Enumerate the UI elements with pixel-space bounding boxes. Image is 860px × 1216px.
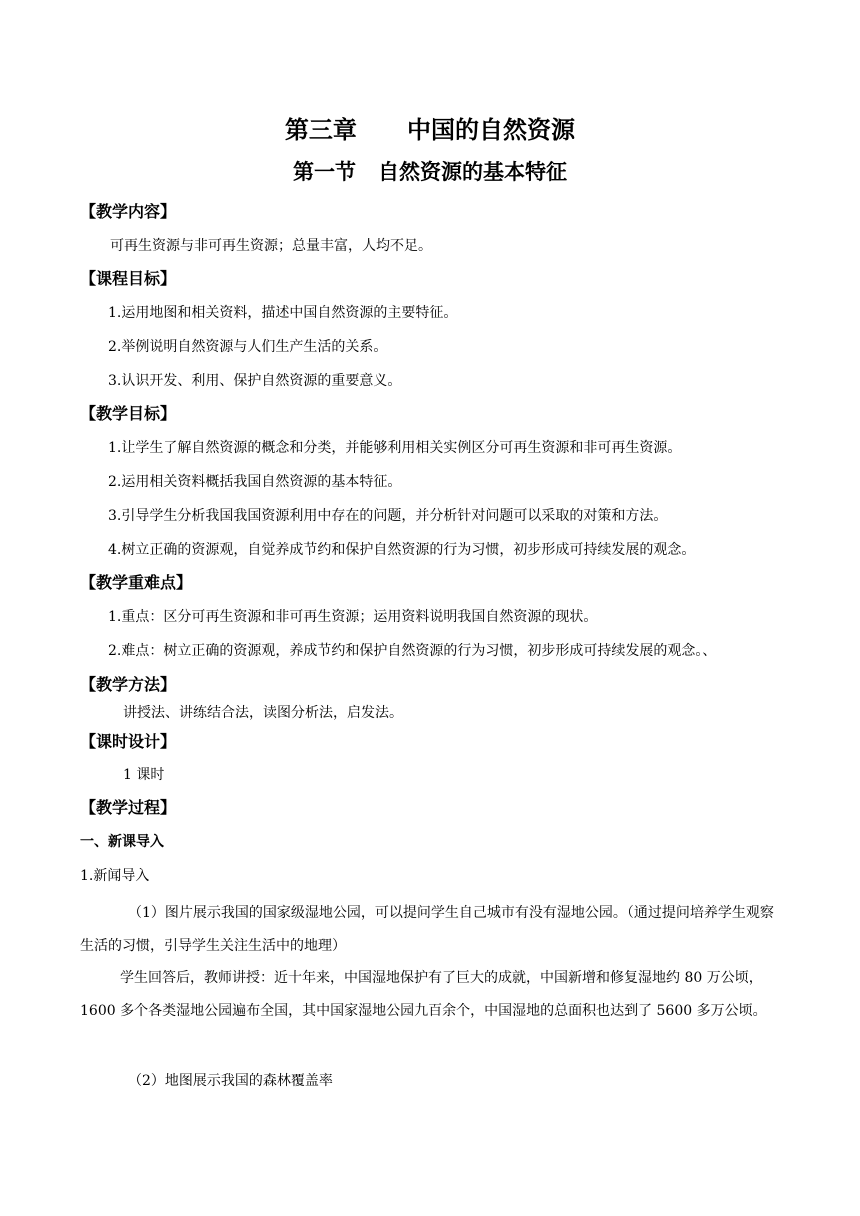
teaching-goal-item: 2.运用相关资料概括我国自然资源的基本特征。 — [108, 474, 402, 490]
chapter-title: 第三章 中国的自然资源 — [284, 115, 576, 144]
methods-text: 讲授法、讲练结合法，读图分析法，启发法。 — [123, 705, 403, 721]
heading-key-points: 【教学重难点】 — [80, 573, 193, 592]
schedule-text: 1 课时 — [123, 767, 165, 783]
paragraph: （1）图片展示我国的国家级湿地公园，可以提问学生自己城市有没有湿地公园。（通过提问培养学生观察生活的习惯，引导学生关注生活中的地理） — [80, 905, 774, 954]
paragraph: （2）地图展示我国的森林覆盖率 — [128, 1073, 333, 1089]
section-title: 第一节 自然资源的基本特征 — [293, 159, 567, 184]
course-goal-item: 1.运用地图和相关资料，描述中国自然资源的主要特征。 — [108, 305, 458, 321]
teaching-goal-item: 4.树立正确的资源观，自觉养成节约和保护自然资源的行为习惯，初步形成可持续发展的观念。 — [108, 542, 696, 558]
key-point-item: 1.重点：区分可再生资源和非可再生资源；运用资料说明我国自然资源的现状。 — [108, 609, 598, 625]
process-subheading: 一、新课导入 — [80, 834, 164, 850]
heading-course-goals: 【课程目标】 — [80, 269, 177, 288]
process-subheading-2: 1.新闻导入 — [80, 868, 150, 884]
heading-content: 【教学内容】 — [80, 202, 177, 221]
paragraph: 学生回答后，教师讲授：近十年来，中国湿地保护有了巨大的成就，中国新增和修复湿地约 80 万公顷，1600 多个各类湿地公园遍布全国，其中国家湿地公园九百余个，中国湿地的总面积也达到了 5600 多万公顷。 — [80, 970, 767, 1019]
key-point-item: 2.难点：树立正确的资源观，养成节约和保护自然资源的行为习惯，初步形成可持续发展的观念。、 — [108, 643, 717, 659]
course-goal-item: 3.认识开发、利用、保护自然资源的重要意义。 — [108, 373, 402, 389]
heading-methods: 【教学方法】 — [80, 675, 177, 694]
content-text: 可再生资源与非可再生资源；总量丰富，人均不足。 — [110, 238, 432, 254]
heading-schedule: 【课时设计】 — [80, 732, 177, 751]
course-goal-item: 2.举例说明自然资源与人们生产生活的关系。 — [108, 339, 388, 355]
teaching-goal-item: 1.让学生了解自然资源的概念和分类，并能够利用相关实例区分可再生资源和非可再生资源。 — [108, 440, 682, 456]
teaching-goal-item: 3.引导学生分析我国我国资源利用中存在的问题，并分析针对问题可以采取的对策和方法。 — [108, 508, 668, 524]
heading-process: 【教学过程】 — [80, 798, 177, 817]
heading-teaching-goals: 【教学目标】 — [80, 404, 177, 423]
